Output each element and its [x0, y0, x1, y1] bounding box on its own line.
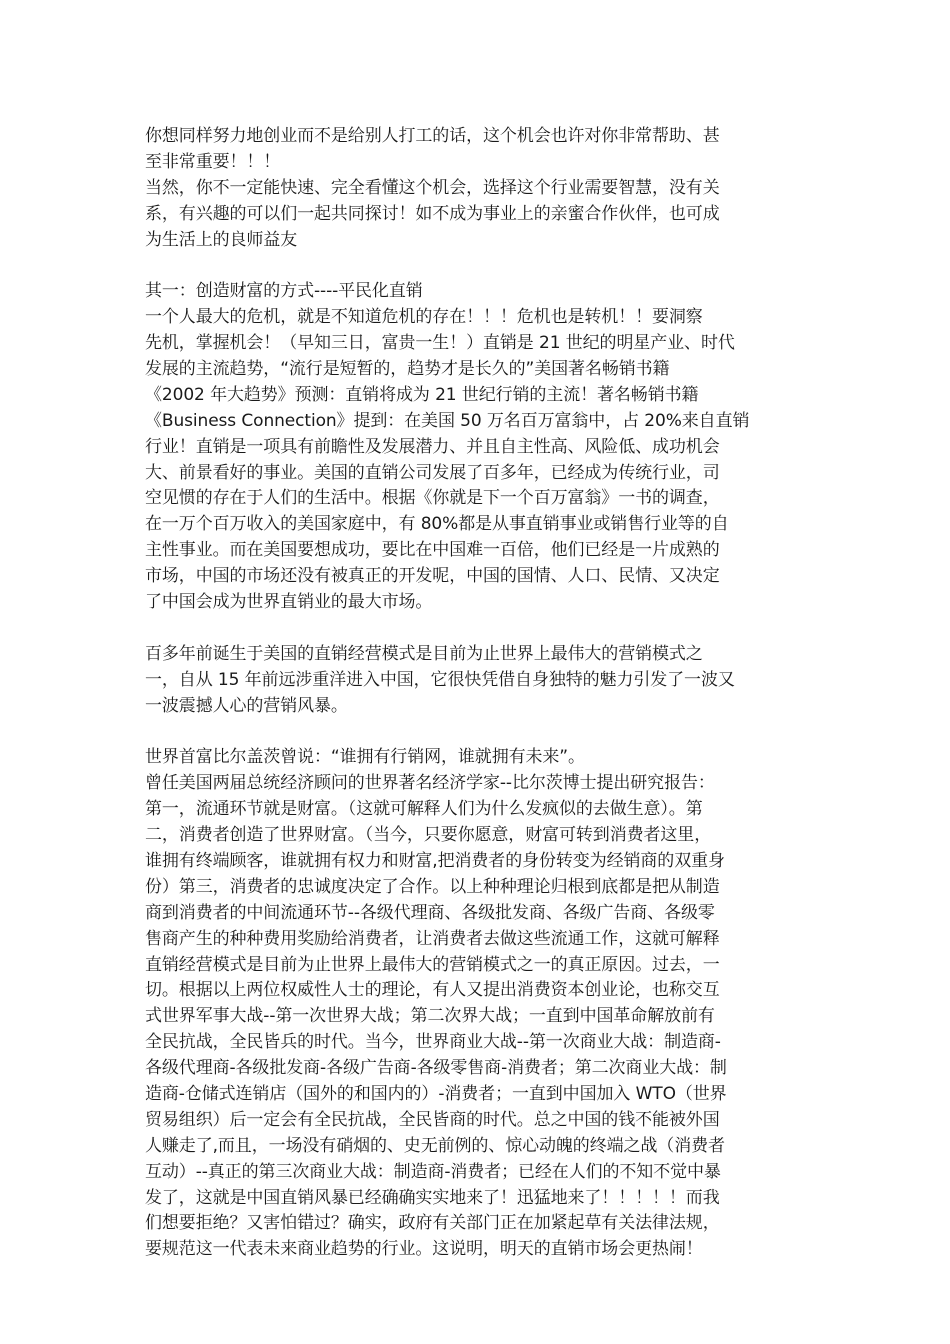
text-line: 第一，流通环节就是财富。（这就可解释人们为什么发疯似的去做生意）。第 — [145, 799, 703, 820]
text-line: 谁拥有终端顾客，谁就拥有权力和财富,把消费者的身份转变为经销商的双重身 — [145, 850, 725, 871]
text-line: 一波震撼人心的营销风暴。 — [145, 695, 348, 716]
paragraph-spacer — [145, 253, 810, 279]
text-line: 《2002 年大趋势》预测：直销将成为 21 世纪行销的主流！著名畅销书籍 — [145, 384, 699, 405]
text-line: 行业！直销是一项具有前瞻性及发展潜力、并且自主性高、风险低、成功机会 — [145, 436, 720, 457]
text-line: 《Business Connection》提到：在美国 50 万名百万富翁中，占 20%来自直销 — [145, 410, 750, 431]
paragraph — [145, 124, 810, 253]
text-line: 为生活上的良师益友 — [145, 229, 298, 250]
text-line: 发展的主流趋势，“流行是短暂的，趋势才是长久的”美国著名畅销书籍 — [145, 359, 670, 380]
paragraph — [145, 279, 810, 616]
text-line: 商到消费者的中间流通环节--各级代理商、各级批发商、各级广告商、各级零 — [145, 902, 715, 923]
text-line: 们想要拒绝？又害怕错过？确实，政府有关部门正在加紧起草有关法律法规， — [145, 1213, 720, 1234]
paragraph — [145, 642, 810, 720]
text-line: 百多年前诞生于美国的直销经营模式是目前为止世界上最伟大的营销模式之 — [145, 643, 703, 664]
text-line: 空见惯的存在于人们的生活中。根据《你就是下一个百万富翁》一书的调查， — [145, 488, 720, 509]
text-line: 要规范这一代表未来商业趋势的行业。这说明，明天的直销市场会更热闹！ — [145, 1239, 703, 1260]
text-line: 贸易组织）后一定会有全民抗战，全民皆商的时代。总之中国的钱不能被外国 — [145, 1109, 720, 1130]
text-line: 市场，中国的市场还没有被真正的开发呢，中国的国情、人口、民情、又决定 — [145, 566, 720, 587]
text-line: 二，消费者创造了世界财富。（当今，只要你愿意，财富可转到消费者这里， — [145, 825, 712, 846]
text-line: 主性事业。而在美国要想成功，要比在中国难一百倍，他们已经是一片成熟的 — [145, 540, 720, 561]
text-line: 售商产生的种种费用奖励给消费者，让消费者去做这些流通工作，这就可解释 — [145, 928, 720, 949]
text-line: 了中国会成为世界直销业的最大市场。 — [145, 592, 433, 613]
text-line: 其一：创造财富的方式----平民化直销 — [145, 281, 423, 302]
text-line: 一个人最大的危机，就是不知道危机的存在！！！危机也是转机！！要洞察 — [145, 307, 703, 328]
text-line: 当然，你不一定能快速、完全看懂这个机会，选择这个行业需要智慧，没有关 — [145, 177, 720, 198]
text-line: 全民抗战，全民皆兵的时代。当今，世界商业大战--第一次商业大战：制造商- — [145, 1032, 721, 1053]
paragraph-spacer — [145, 719, 810, 745]
text-line: 份）第三，消费者的忠诚度决定了合作。以上种种理论归根到底都是把从制造 — [145, 876, 720, 897]
text-line: 一，自从 15 年前远涉重洋进入中国，它很快凭借自身独特的魅力引发了一波又 — [145, 669, 735, 690]
paragraph-spacer — [145, 616, 810, 642]
text-line: 系，有兴趣的可以们一起共同探讨！如不成为事业上的亲蜜合作伙伴，也可成 — [145, 203, 720, 224]
text-line: 大、前景看好的事业。美国的直销公司发展了百多年，已经成为传统行业，司 — [145, 462, 720, 483]
text-line: 直销经营模式是目前为止世界上最伟大的营销模式之一的真正原因。过去，一 — [145, 954, 720, 975]
text-line: 切。根据以上两位权威性人士的理论，有人又提出消费资本创业论，也称交互 — [145, 980, 720, 1001]
text-line: 各级代理商-各级批发商-各级广告商-各级零售商-消费者；第二次商业大战：制 — [145, 1058, 727, 1079]
text-line: 先机，掌握机会！（早知三日，富贵一生！）直销是 21 世纪的明星产业、时代 — [145, 333, 735, 354]
text-line: 发了，这就是中国直销风暴已经确确实实地来了！迅猛地来了！！！！！而我 — [145, 1187, 720, 1208]
text-line: 在一万个百万收入的美国家庭中，有 80%都是从事直销事业或销售行业等的自 — [145, 514, 729, 535]
text-line: 造商-仓储式连销店（国外的和国内的）-消费者；一直到中国加入 WTO（世界 — [145, 1083, 727, 1104]
document-body — [145, 124, 810, 1263]
text-line: 世界首富比尔盖茨曾说：“谁拥有行销网，谁就拥有未来”。 — [145, 747, 585, 768]
text-line: 式世界军事大战--第一次世界大战；第二次界大战；一直到中国革命解放前有 — [145, 1006, 715, 1027]
paragraph — [145, 745, 810, 1263]
text-line: 至非常重要！！！ — [145, 151, 281, 172]
text-line: 人赚走了,而且，一场没有硝烟的、史无前例的、惊心动魄的终端之战（消费者 — [145, 1135, 725, 1156]
text-line: 你想同样努力地创业而不是给别人打工的话，这个机会也许对你非常帮助、甚 — [145, 126, 720, 146]
text-line: 曾任美国两届总统经济顾问的世界著名经济学家--比尔茨博士提出研究报告： — [145, 773, 715, 794]
text-line: 互动）--真正的第三次商业大战：制造商-消费者；已经在人们的不知不觉中暴 — [145, 1161, 721, 1182]
